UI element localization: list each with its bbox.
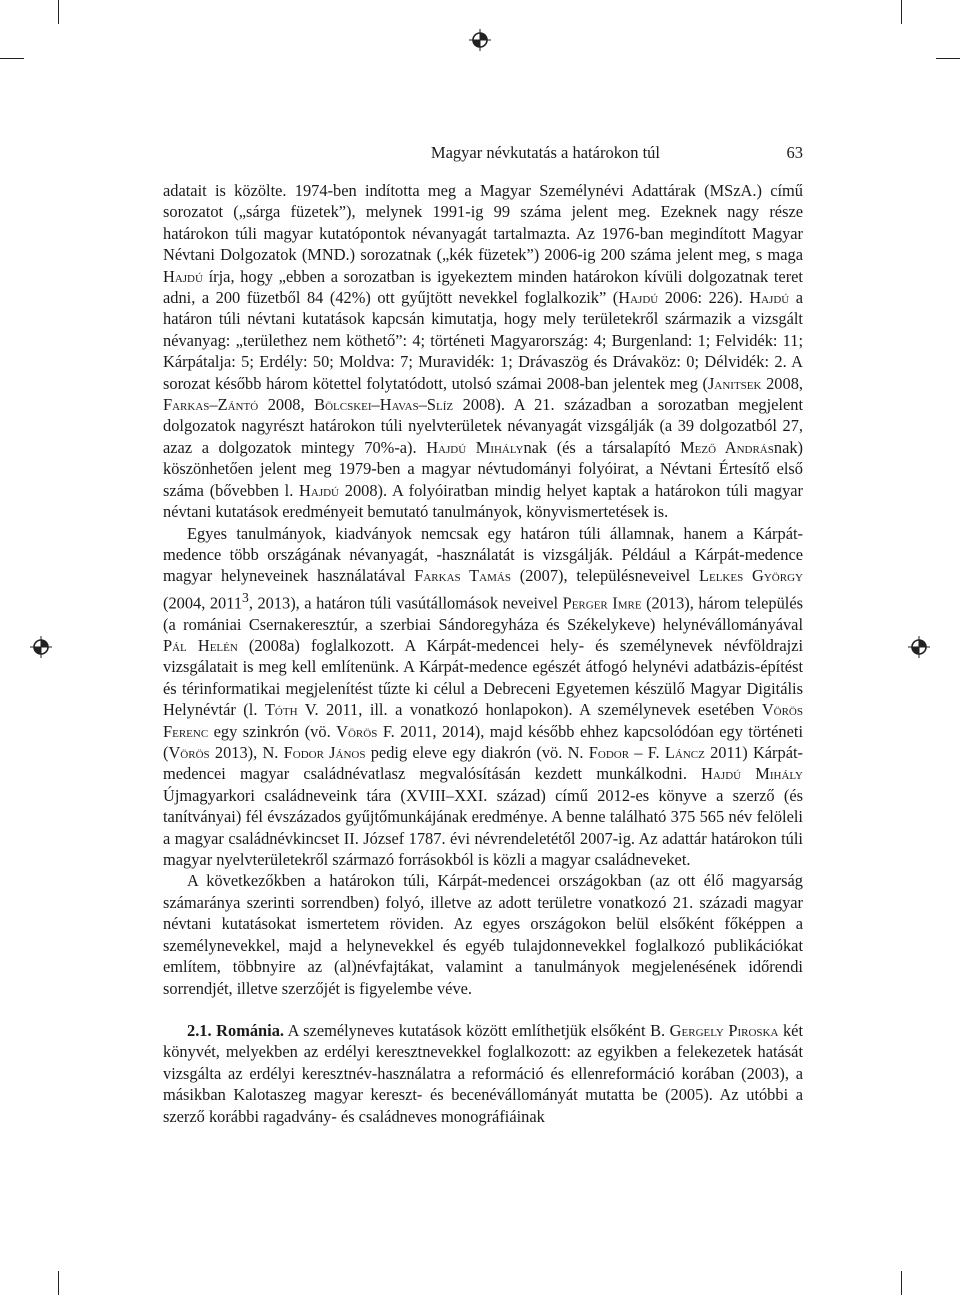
running-title: Magyar névkutatás a határokon túl (430, 143, 660, 162)
crop-mark-bottom-left-vertical (58, 1271, 59, 1295)
text-run: (2007), településneveivel (510, 566, 699, 586)
text-run: adatait is közölte. 1974-ben indította meg a Magyar Személynévi Adattárak (MSzA.) című sorozatot („sárga füzetek”), melynek 1991-ig 99 száma jelent meg. Ezeknek nagy része határokon túli magyar kutatópontok névanyagát tartalmazta. Az 1976-ban megindított Magyar Névtani Dolgozatok (MND.) sorozatnak („kék füzetek”) 2006-ig 200 száma jelent meg, s maga (163, 181, 803, 265)
author-name: Pál Helén (163, 636, 238, 655)
author-name: Lelkes György (698, 566, 803, 586)
registration-mark-top-icon (469, 29, 491, 51)
text-run: (2008a) foglalkozott. A Kárpát-medencei hely- és személynevek névföldrajzi vizsgálatait is meg kell említenünk. A Kárpát-medence egészét átfogó helynévi adatbázis-építést és térinformatikai megjelenítést tűzte ki célul a Debreceni Egyetemen készülő Magyar Digitális Helynévtár (l. (163, 636, 803, 720)
author-name: Vörös (336, 721, 378, 741)
author-name: Hajdú (163, 266, 203, 286)
text-run: A következőkben a határokon túli, Kárpát-medencei országokban (az ott élő magyarság számaránya szerinti sorrendben) folyó, illetve az adott területre vonatkozó 21. századi magyar névtani kutatásokat ismertetem röviden. Az egyes országokon belül elsőként főképpen a személynevekkel, majd a helynevekkel és egyéb tulajdonnevekkel foglalkozó publikációkat említem, többnyire az (al)névfajtákat, valamint a tanulmányok megjelenésének időrendi sorrendjét, illetve szerzőjét is figyelembe véve. (163, 871, 803, 998)
crop-mark-top-right-vertical (901, 0, 902, 24)
text-run: F. 2011, 2014), majd később ehhez kapcsolódóan egy történeti ( (163, 721, 803, 763)
text-run: nak (és a társalapító (523, 437, 681, 457)
author-name: Hajdú (749, 288, 790, 308)
author-name: Farkas–Zántó (163, 395, 259, 415)
author-name: Hajdú Mihály (701, 764, 803, 784)
footnote-ref: 3 (242, 589, 249, 605)
author-name: Tóth (264, 700, 298, 720)
author-name: Farkas Tamás (414, 566, 511, 586)
registration-mark-left-icon (30, 636, 52, 658)
author-name: Vörös Ferenc (163, 700, 803, 741)
text-run: a határon túli névtani kutatások kapcsán kimutatja, hogy mely területekről származik a vizsgált névanyag: „területhez nem köthető”: 4; történeti Magyarország: 4; Burgenland: 1; Felvidék: 11; Kárpátalja: 5; Erdély: 50; Moldva: 7; Muravidék: 1; Drávaszög és Drávaköz: 0; Délvidék: 2. A sorozat később három kötettel folytatódott, utolsó számai 2008-ban jelentek meg ( (163, 288, 804, 393)
author-name: Hajdú Mihály (426, 437, 524, 457)
text-run: (2004, 2011 (163, 593, 243, 613)
body-paragraph (163, 870, 803, 998)
body-text (163, 180, 803, 1127)
text-run: 2008, (258, 395, 315, 415)
text-run: írja, hogy „ebben a sorozatban is igyekeztem minden határokon kívüli dolgozatnak teret adni, a 200 füzetből 84 (42%) ott gyűjtött nevekkel foglalkozik” ( (163, 266, 803, 308)
text-run: nak) köszönhetően jelent meg 1979-ben a magyar névtudományi folyóirat, a Névtani Értesítő első száma (bővebben l. (163, 437, 803, 500)
author-name: Perger Imre (562, 593, 642, 613)
author-name: Bölcskei–Havas–Slíz (314, 395, 454, 415)
text-run: Egyes tanulmányok, kiadványok nemcsak egy határon túli államnak, hanem a Kárpát-medence több országának névanyagát, -használatát is vizsgálják. Például a Kárpát-medence magyar helyneveinek használatával (163, 523, 803, 586)
author-name: Janitsek (708, 373, 762, 393)
author-name: Mező András (680, 437, 774, 457)
author-name: Gergely Piroska (669, 1020, 779, 1040)
text-run: V. 2011, ill. a vonatkozó honlapokon). A személynevek esetében (297, 700, 762, 720)
registration-mark-right-icon (908, 636, 930, 658)
text-run: 2008). A folyóiratban mindig helyet kaptak a határokon túli magyar névtani kutatások eredményeit bemutató tanulmányok, könyvismertetések is. (163, 480, 803, 522)
text-run: 2011) Kárpát-medencei magyar családnévatlasz megvalósításán kezdett munkálkodni. (163, 743, 803, 784)
text-run: 2008, (761, 373, 803, 393)
author-name: Hajdú (618, 288, 659, 308)
author-name: Láncz (664, 743, 705, 763)
section-paragraph (163, 1020, 803, 1127)
crop-mark-bottom-right-vertical (901, 1271, 902, 1295)
author-name: Fodor János (283, 743, 366, 763)
author-name: Hajdú (299, 480, 339, 500)
body-paragraph (163, 180, 803, 523)
text-run: 2008). A 21. században a sorozatban megjelent dolgozatok nagyrészt határokon túli nyelvterületek névanyagát vizsgálják (a 39 dolgozatból 27, azaz a dolgozatok mintegy 70%-a). (163, 395, 804, 457)
crop-mark-top-left-horizontal (0, 58, 24, 59)
author-name: Vörös (168, 743, 210, 763)
text-run: – F. (629, 743, 665, 763)
text-run: egy szinkrón (vö. (208, 721, 337, 741)
text-run: 2006: 226). (658, 288, 750, 308)
text-run: 2013), N. (209, 743, 284, 763)
body-paragraph (163, 523, 803, 871)
text-run: Újmagyarkori családneveink tára (XVIII–XXI. század) című 2012-es könyve a szerző (és tanítványai) fél évszázados gyűjtőmunkájának eredménye. A benne található 375 565 név felöleli a magyar családnévkincset II. József 1787. évi névrendeletétől 2007-ig. Az adattár határokon túli magyar nyelvterületekről származó forrásokból is közli a magyar családneveket. (163, 785, 803, 870)
section-title: Románia. (216, 1020, 285, 1040)
text-run: (2013), három település (a romániai Csernakeresztúr, a szerbiai Sándoregyháza és Székelykeve) helynévállományával (163, 593, 803, 634)
section-number: 2.1. (187, 1020, 212, 1040)
text-run: A személyneves kutatások között említhetjük elsőként B. (284, 1020, 670, 1040)
page-number: 63 (786, 143, 803, 162)
crop-mark-top-right-horizontal (936, 58, 960, 59)
crop-mark-top-left-vertical (58, 0, 59, 24)
text-run: pedig eleve egy diakrón (vö. N. (365, 743, 589, 763)
author-name: Fodor (588, 743, 630, 763)
text-run: , 2013), a határon túli vasútállomások neveivel (248, 593, 563, 613)
text-run: két könyvét, melyekben az erdélyi keresztnevekkel foglalkozott: az egyikben a felekezetek hatását vizsgálta az erdélyi keresztnév-használatra a reformáció és ellenreformáció korában (2003), a másikban Kalotaszeg magyar kereszt- és becenévállományát mutatta be (2005). Az utóbbi a szerző korábbi ragadvány- és családneves monográfiáinak (163, 1020, 804, 1126)
